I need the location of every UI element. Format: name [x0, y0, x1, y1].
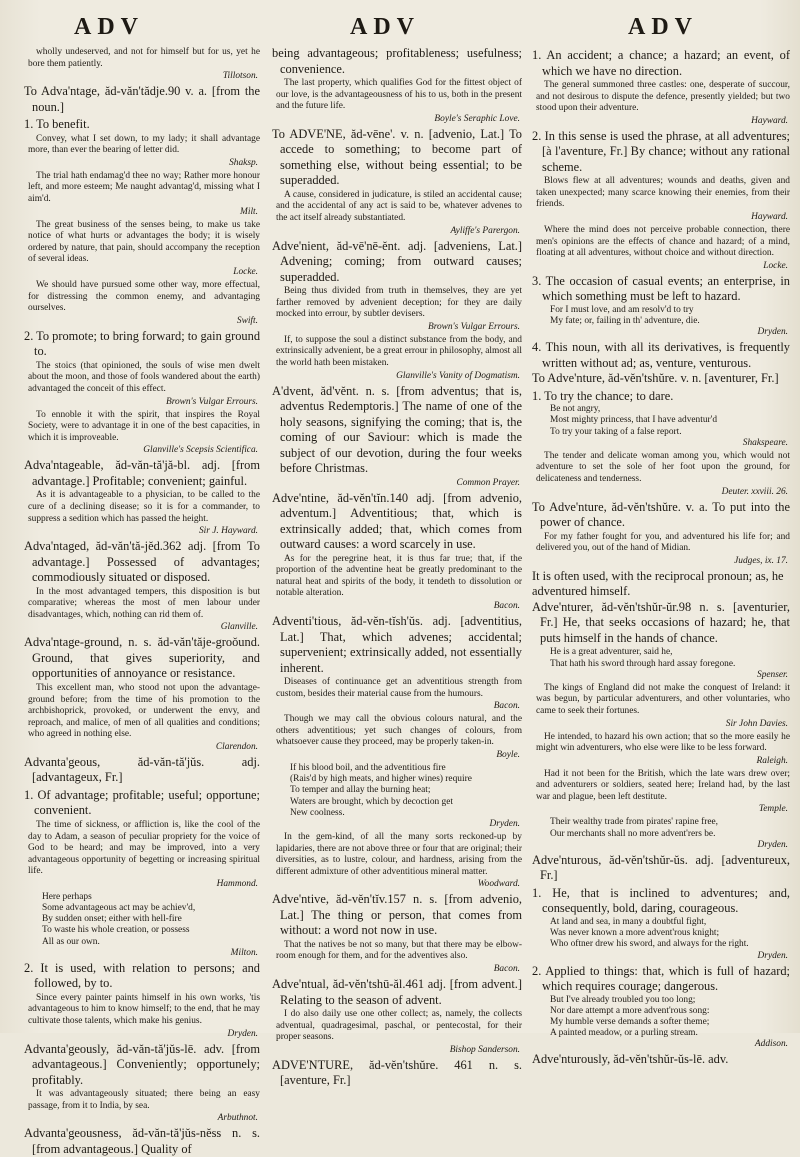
entry-headword: being advantageous; profitableness; usefulness; convenience.: [272, 46, 522, 76]
citation-source: Dryden.: [757, 950, 788, 961]
sense-definition: 4. This noun, with all its derivatives, is frequently written without ad; as, venture, venturous.: [532, 340, 790, 370]
citation-text: This excellent man, who stood not upon the advantage-ground before; from the time of his promotion to the archbishoprick, provoked, or underwent the envy, and reproach, and malice, of men of all qualities and conditions; who agreed in nothing else.: [28, 682, 260, 740]
citation-source: Bishop Sanderson.: [449, 1044, 520, 1055]
citation-source: Woodward.: [477, 879, 520, 890]
citation-source: Milton.: [230, 947, 258, 958]
citation-source: Glanville's Vanity of Dogmatism.: [396, 370, 520, 381]
citation-source: Hayward.: [751, 212, 788, 223]
entry-headword: Adva'ntaged, ăd-văn'tă-jĕd.362 adj. [from To advantage.] Possessed of advantages; commodiously situated or disposed.: [24, 539, 260, 585]
verse-line: Their wealthy trade from pirates' rapine free,: [550, 817, 719, 828]
citation-source: Bacon.: [493, 701, 520, 712]
verse-line: To try your taking of a false report.: [550, 426, 682, 437]
sense-definition: 2. It is used, with relation to persons; and followed, by to.: [24, 960, 260, 991]
citation-source: Sir John Davies.: [725, 718, 788, 729]
entry-headword: Adve'nturous, ăd-vĕn'tshŭr-ŭs. adj. [adventureux, Fr.]: [532, 852, 790, 883]
entry-headword: To Adve'nture, ăd-vĕn'tshŭre. v. a. To put into the power of chance.: [532, 499, 790, 530]
citation-source: Brown's Vulgar Errours.: [165, 396, 258, 407]
sense-definition: 1. He, that is inclined to adventures; and, consequently, bold, daring, courageous.: [532, 885, 790, 916]
verse-line: Be not angry,: [550, 404, 601, 415]
verse-line: Some advantageous act may be achiev'd,: [42, 903, 196, 914]
header-left: ADV: [74, 14, 144, 40]
citation-source: Tillotson.: [222, 71, 258, 82]
entry-headword: Adve'nient, ăd-vē'nē-ĕnt. adj. [adveniens, Lat.] Advening; coming; from outward causes; superadded.: [272, 238, 522, 284]
citation-text: We should have pursued some other way, more effectual, for distressing the common enemy, and advantaging ourselves.: [28, 280, 260, 314]
citation-text: Being thus divided from truth in themselves, they are yet farther removed by advenient deception; for they are daily mocked into errour, by subtler devisers.: [276, 286, 522, 320]
citation-source: Brown's Vulgar Errours.: [427, 321, 520, 332]
citation-text: wholly undeserved, and not for himself but for us, yet he bore them patiently.: [28, 47, 260, 69]
citation-text: Since every painter paints himself in his own works, 'tis advantageous to him to know himself; to the end, that he may cultivate those talents, which make his genius.: [28, 992, 260, 1027]
citation-source: Judges, ix. 17.: [734, 555, 788, 566]
citation-source: Boyle.: [496, 749, 520, 760]
citation-source: Locke.: [763, 260, 788, 271]
citation-text: Blows flew at all adventures; wounds and deaths, given and taken unexpected; many scarce knowing their enemies, from their friends.: [536, 176, 790, 210]
citation-source: Milt.: [240, 206, 258, 217]
definition-note: It is often used, with the reciprocal pronoun; as, he adventured himself.: [532, 568, 784, 599]
citation-text: In the gem-kind, of all the many sorts reckoned-up by lapidaries, there are not above three or four that are original; their diversities, as to lustre, colour, and hardness, arising from the different admixture of other adventitious mineral matter.: [276, 831, 522, 877]
verse-line: He is a great adventurer, said he,: [550, 647, 673, 658]
column-left: [24, 46, 261, 1156]
verse-line: To waste his whole creation, or possess: [42, 925, 190, 936]
citation-text: To ennoble it with the spirit, that inspires the Royal Society, were to advantage it in one of the best capacities, in which it is improveable.: [28, 409, 260, 443]
entry-headword: To ADVE'NE, ăd-vēne'. v. n. [advenio, Lat.] To accede to something; to become part of something else, without being essential; to be superadded.: [272, 126, 522, 188]
verse-line: To temper and allay the burning heat;: [290, 785, 431, 796]
verse-line: But I've already troubled you too long;: [550, 994, 696, 1005]
citation-source: Bacon.: [493, 964, 520, 975]
citation-source: Spenser.: [757, 669, 788, 680]
entry-headword: Adva'ntage-ground, n. s. ăd-văn'tăje-groǒund. Ground, that gives superiority, and opportunities of annoyance or resistance.: [24, 635, 260, 681]
entry-headword: Advanta'geously, ăd-văn-tă'jŭs-lē. adv. [from advantageous.] Conveniently; opportunely; profitably.: [24, 1041, 260, 1087]
citation-source: Boyle's Seraphic Love.: [434, 113, 520, 124]
citation-text: The great business of the senses being, to make us take notice of what hurts or advantages the body; it is wisely ordered by nature, that pain, should accompany the reception of several ideas.: [28, 219, 260, 265]
citation-text: The tender and delicate woman among you, which would not adventure to set the sole of her foot upon the ground, for delicateness and tenderness.: [536, 450, 790, 485]
citation-source: Glanville.: [220, 622, 258, 633]
citation-source: Clarendon.: [215, 741, 258, 752]
sense-definition: 1. To try the chance; to dare.: [532, 388, 674, 403]
citation-source: Shaksp.: [229, 157, 258, 168]
entry-headword: To Adve'nture, ăd-vĕn'tshŭre. v. n. [aventurer, Fr.]: [532, 371, 779, 386]
verse-line: My fate; or, failing in th' adventure, die.: [550, 316, 700, 327]
citation-source: Shakspeare.: [742, 437, 788, 448]
sense-definition: 1. Of advantage; profitable; useful; opportune; convenient.: [24, 787, 260, 818]
citation-text: Where the mind does not perceive probable connection, there men's opinions are the effects of chance and hazard; of a mind, floating at all adventures, without choice and without direction.: [536, 225, 790, 259]
citation-source: Locke.: [233, 267, 258, 278]
entry-headword: Adve'ntine, ăd-vĕn'tĭn.140 adj. [from advenio, adventum.] Adventitious; that, which is extrinsically added; that, which comes from outward causes: a word scarcely in use.: [272, 490, 522, 552]
sense-definition: 2. To promote; to bring forward; to gain ground to.: [24, 328, 261, 359]
citation-text: As it is advantageable to a physician, to be called to the cure of a declining disease; so it is for a commander, to suppress a sedition which has passed the height.: [28, 490, 260, 524]
citation-text: The general summoned three castles: one, desperate of succour, and not desirous to dispute the defence, presently yielded; but two stood upon their adventure.: [536, 80, 790, 114]
citation-text: Though we may call the obvious colours natural, and the others adventitious; yet such changes of colours, from whatsoever cause they proceed, may be properly taken-in.: [276, 714, 522, 748]
verse-line: At land and sea, in many a doubtful fight,: [550, 916, 707, 927]
citation-text: I do also daily use one other collect; as, namely, the collects adventual, quadragesimal, paschal, or pentecostal, for their proper seasons.: [276, 1009, 522, 1043]
citation-source: Sir J. Hayward.: [198, 526, 258, 537]
verse-line: If his blood boil, and the adventitious fire: [290, 762, 446, 773]
citation-source: Deuter. xxviii. 26.: [721, 486, 788, 497]
citation-source: Swift.: [236, 315, 258, 326]
citation-source: Common Prayer.: [456, 477, 520, 488]
citation-text: The trial hath endamag'd thee no way; Rather more honour left, and more esteem; Me naught advantag'd, missing what I aim'd.: [28, 170, 260, 205]
verse-line: For I must love, and am resolv'd to try: [550, 304, 694, 315]
citation-source: Bacon.: [493, 601, 520, 611]
header-right: ADV: [628, 14, 698, 40]
column-right: [532, 46, 790, 1067]
verse-line: My humble verse demands a softer theme;: [550, 1016, 710, 1027]
citation-source: Addison.: [754, 1039, 788, 1050]
citation-source: Raleigh.: [756, 755, 788, 766]
citation-text: It was advantageously situated; there being an easy passage, from it to India, by sea.: [28, 1089, 260, 1111]
citation-source: Hayward.: [751, 115, 788, 126]
citation-text: He intended, to hazard his own action; that so the more easily he might win adventurers, who else were like to be less forward.: [536, 731, 790, 754]
citation-text: Had it not been for the British, which the late wars drew over; and adventurers or soldiers, seated here; Ireland had, by the last war and plague, been left destitute.: [536, 768, 790, 802]
verse-line: (Rais'd by high meats, and higher wines) require: [290, 774, 472, 785]
citation-source: Dryden.: [757, 327, 788, 338]
citation-text: In the most advantaged tempers, this disposition is but comparative; whereas the most of men labour under disadvantages, which, nothing can rid them of.: [28, 586, 260, 620]
verse-line: Here perhaps: [42, 891, 92, 902]
citation-text: The kings of England did not make the conquest of Ireland: it was begun, by particular adventurers, and other voluntaries, who came to seek their fortunes.: [536, 682, 790, 716]
citation-source: Temple.: [758, 804, 788, 815]
citation-source: Ayliffe's Parergon.: [450, 225, 520, 236]
citation-text: Convey, what I set down, to my lady; it shall advantage more, than ever the bearing of letter did.: [28, 133, 260, 156]
verse-line: Was never known a more advent'rous knight;: [550, 928, 720, 939]
running-header: [0, 14, 800, 42]
entry-headword: Adventi'tious, ăd-vĕn-tĭsh'ŭs. adj. [adventitius, Lat.] That, which advenes; accidental; supervenient; extrinsically added, not essentially inherent.: [272, 614, 522, 675]
sense-definition: 1. To benefit.: [24, 117, 90, 132]
verse-line: Waters are brought, which by decoction get: [290, 796, 453, 807]
verse-line: That hath his sword through hard assay foregone.: [550, 658, 736, 669]
entry-headword: Adve'nturer, ăd-vĕn'tshŭr-ŭr.98 n. s. [aventurier, Fr.] He, that seeks occasions of hazard; he, that puts himself in the hands of chance.: [532, 599, 790, 645]
citation-text: For my father fought for you, and adventured his life for; and delivered you, out of the hand of Midian.: [536, 531, 790, 554]
citation-text: A cause, considered in judicature, is stiled an accidental cause; and the accidental of any act is said to be, whatever advenes to the act itself already substantiated.: [276, 189, 522, 223]
entry-headword: To Adva'ntage, ăd-văn'tădje.90 v. a. [from the noun.]: [24, 84, 260, 114]
verse-line: All as our own.: [42, 936, 100, 947]
entry-headword: Adva'ntageable, ăd-văn-tă'jă-bl. adj. [from advantage.] Profitable; convenient; gainful.: [24, 458, 260, 488]
sense-definition: 2. In this sense is used the phrase, at all adventures; [à l'aventure, Fr.] By chance; without any rational scheme.: [532, 128, 790, 174]
verse-line: Who oftner drew his sword, and always for the right.: [550, 939, 749, 950]
entry-headword: Advanta'geousness, ăd-văn-tă'jŭs-nĕss n. s. [from advantageous.] Quality of: [24, 1126, 260, 1156]
citation-text: That the natives be not so many, but that there may be elbow-room enough for them, and for the adventives also.: [276, 939, 522, 962]
verse-line: Most mighty princess, that I have adventur'd: [550, 415, 718, 426]
citation-text: As for the peregrine heat, it is thus far true; that, if the proportion of the adventine heat be greatly predominant to the natural heat and spirits of the body, it tendeth to dissolution or notable alteration.: [276, 553, 522, 599]
entry-headword: Adve'ntive, ăd-vĕn'tĭv.157 n. s. [from advenio, Lat.] The thing or person, that comes from without: a word not now in use.: [272, 892, 522, 938]
entry-headword: Adve'ntual, ăd-vĕn'tshū-ăl.461 adj. [from advent.] Relating to the season of advent.: [272, 977, 522, 1007]
sense-definition: 2. Applied to things: that, which is full of hazard; which requires courage; dangerous.: [532, 963, 790, 993]
entry-headword: ADVE'NTURE, ăd-vĕn'tshŭre. 461 n. s. [aventure, Fr.]: [272, 1057, 522, 1088]
verse-line: New coolness.: [290, 807, 345, 818]
entry-headword: Advanta'geous, ăd-văn-tă'jŭs. adj. [advantageux, Fr.]: [24, 754, 260, 785]
citation-source: Glanville's Scepsis Scientifica.: [143, 445, 258, 456]
verse-line: By sudden onset; either with hell-fire: [42, 914, 182, 925]
citation-source: Arbuthnot.: [217, 1113, 258, 1124]
header-center: ADV: [350, 14, 420, 40]
citation-source: Dryden.: [757, 839, 788, 850]
entry-headword: Adve'nturously, ăd-vĕn'tshŭr-ŭs-lē. adv.: [532, 1052, 729, 1067]
verse-line: Nor dare attempt a more advent'rous song:: [550, 1005, 710, 1016]
citation-text: The time of sickness, or affliction is, like the cool of the day to Adam, a season of peculiar propriety for the voice of God to be heard; and may be improved, into a very advantageous opportunity of begetting or increasing spiritual life.: [28, 819, 260, 877]
citation-text: The last property, which qualifies God for the fittest object of our love, is the advantageousness of his to us, both in the present and the future life.: [276, 78, 522, 112]
citation-source: Dryden.: [489, 818, 520, 829]
column-middle: [272, 46, 522, 1088]
sense-definition: 1. An accident; a chance; a hazard; an event, of which we have no direction.: [532, 48, 790, 78]
citation-text: The stoics (that opinioned, the souls of wise men dwelt about the moon, and those of fools wandered about the earth) advantaged the conceit of this effect.: [28, 360, 260, 394]
citation-source: Dryden.: [227, 1028, 258, 1039]
entry-headword: A'dvent, ăd'vĕnt. n. s. [from adventus; that is, adventus Redemptoris.] The name of one of the holy seasons, signifying the coming; that is, the coming of our Saviour: which is made the subject of our devotion, during the four weeks before Christmas.: [272, 383, 522, 476]
verse-line: A painted meadow, or a purling stream.: [550, 1028, 698, 1039]
verse-line: Our merchants shall no more advent'rers be.: [550, 828, 716, 839]
sense-definition: 3. The occasion of casual events; an enterprise, in which something must be left to hazard.: [532, 273, 790, 304]
citation-text: If, to suppose the soul a distinct substance from the body, and extrinsically advenient, be a great errour in philosophy, almost all the world hath been mistaken.: [276, 334, 522, 369]
citation-text: Diseases of continuance get an adventitious strength from custom, besides their material cause from the humours.: [276, 677, 522, 699]
citation-source: Hammond.: [216, 878, 258, 889]
